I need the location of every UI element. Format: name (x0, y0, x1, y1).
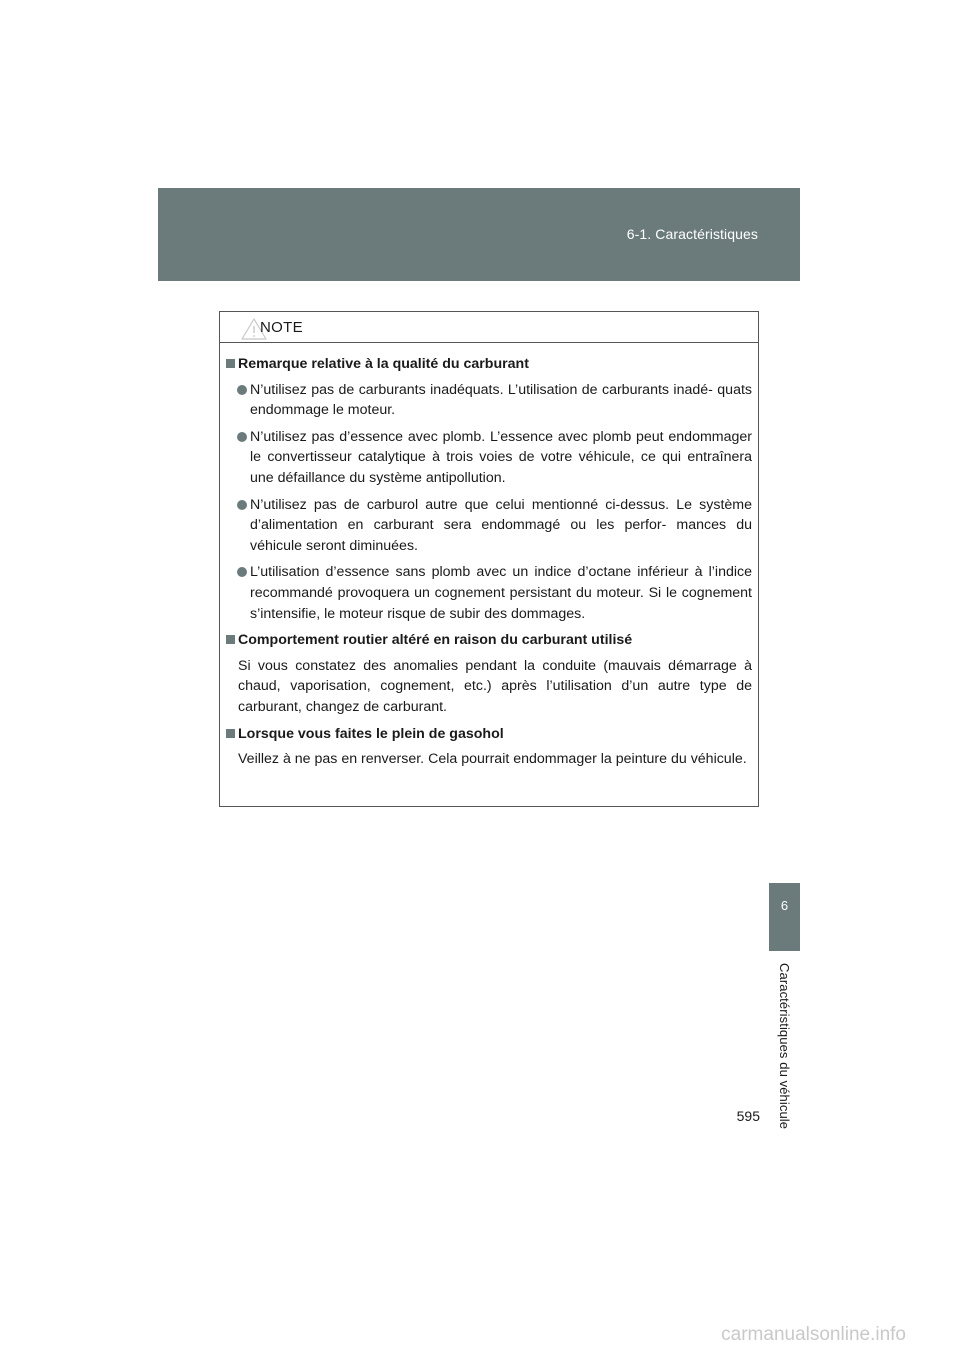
round-bullet-icon (237, 432, 247, 442)
bullet-text: N’utilisez pas d’essence avec plomb. L’essence avec plomb peut endommager le convertisseur catalytique à trois voies de votre véhicule, ce qui entraînera une défaillance du système antipollution. (250, 428, 752, 486)
note-label: NOTE (260, 319, 303, 336)
section-title: 6-1. Caractéristiques (626, 226, 758, 242)
section-paragraph: Veillez à ne pas en renverser. Cela pourrait endommager la peinture du véhicule. (238, 751, 747, 768)
square-bullet-icon (226, 359, 235, 368)
round-bullet-icon (237, 567, 247, 577)
bullet-item (226, 495, 752, 557)
watermark[interactable]: carmanualsonline.info (721, 1324, 906, 1345)
note-body (220, 343, 758, 770)
bullet-item (226, 380, 752, 421)
page-number: 595 (736, 1108, 760, 1124)
square-bullet-icon (226, 729, 235, 738)
bullet-item (226, 562, 752, 624)
chapter-number: 6 (780, 898, 789, 913)
round-bullet-icon (237, 385, 247, 395)
note-header (220, 312, 758, 343)
bullet-text: N’utilisez pas de carburants inadéquats. L’utilisation de carburants inadé- quats endommage le moteur. (250, 381, 752, 419)
note-section (226, 354, 752, 624)
section-heading: Remarque relative à la qualité du carburant (226, 354, 752, 375)
bullet-text: L’utilisation d’essence sans plomb avec un indice d’octane inférieur à l’indice recommandé provoquera un cognement persistant du moteur. Si le cognement s’intensifie, le moteur risque de subir des dommages. (250, 564, 752, 622)
note-box (219, 311, 759, 807)
section-paragraph: Si vous constatez des anomalies pendant la conduite (mauvais démarrage à chaud, vaporisation, cognement, etc.) après l’utilisation d’un autre type de carburant, changez de carburant. (238, 657, 752, 715)
section-heading: Lorsque vous faites le plein de gasohol (226, 724, 752, 745)
note-section (226, 630, 752, 717)
chapter-label: Caractéristiques du véhicule (777, 963, 792, 1130)
header-band (158, 188, 800, 281)
bullet-text: N’utilisez pas de carburol autre que celui mentionné ci-dessus. Le système d’alimentation en carburant sera endommagé ou les perfor- mances du véhicule seront diminuées. (250, 496, 752, 554)
bullet-item (226, 427, 752, 489)
round-bullet-icon (237, 500, 247, 510)
note-section (226, 724, 752, 770)
section-heading: Comportement routier altéré en raison du carburant utilisé (226, 630, 752, 651)
chapter-tab[interactable] (769, 883, 800, 951)
square-bullet-icon (226, 635, 235, 644)
